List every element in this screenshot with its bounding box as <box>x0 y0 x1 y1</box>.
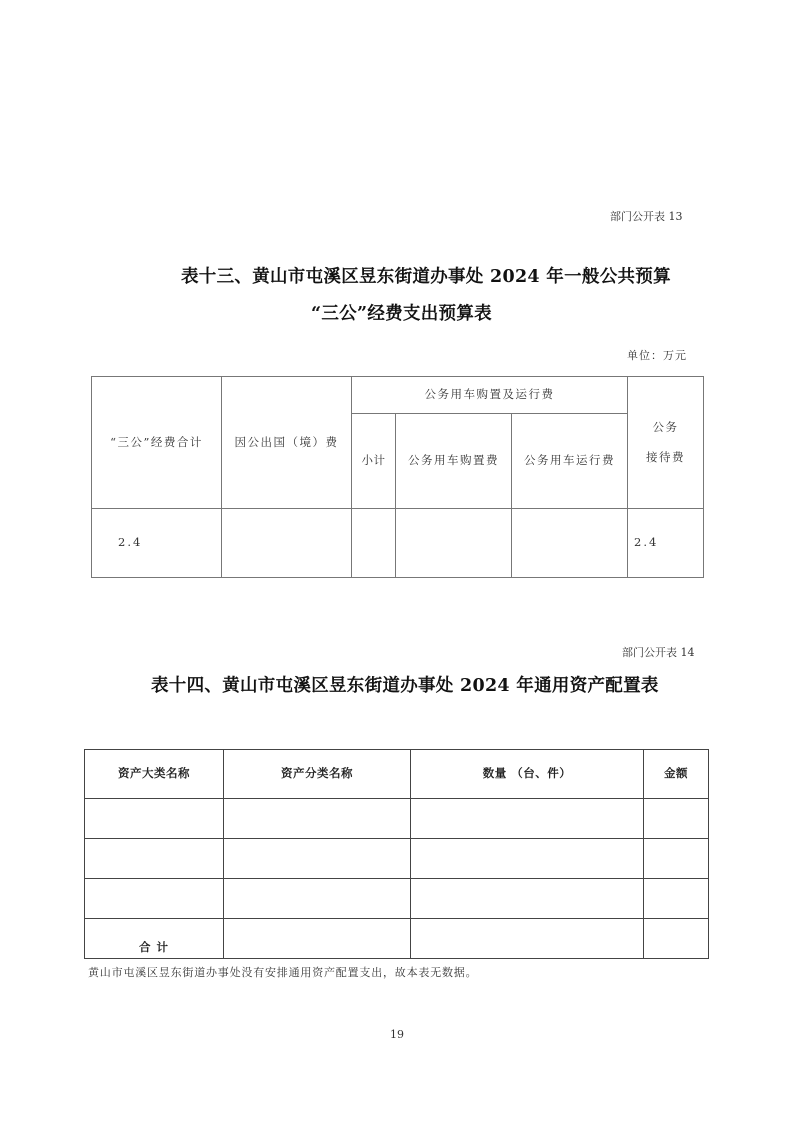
table13-title-line1: 表十三、黄山市屯溪区昱东街道办事处 2024 年一般公共预算 <box>181 267 671 287</box>
header-abroad-cost: 因公出国（境）费 <box>234 434 339 449</box>
cell-total-value: 2.4 <box>118 535 143 550</box>
cell-vehicle-purchase-value <box>396 509 511 577</box>
total-row-label: 合 计 <box>138 940 169 955</box>
table13-tag: 部门公开表 13 <box>610 210 683 223</box>
header-subtotal: 小计 <box>361 453 386 468</box>
header-asset-sub-class: 资产分类名称 <box>281 766 353 781</box>
table14-tag: 部门公开表 14 <box>622 646 695 659</box>
header-vehicle-group: 公务用车购置及运行费 <box>424 387 555 402</box>
cell-vehicle-operation-value <box>512 509 627 577</box>
header-reception <box>628 377 703 508</box>
table13-border-right <box>703 376 704 578</box>
header-reception-line2: 接待费 <box>646 449 685 464</box>
table13-title-line2: “三公”经费支出预算表 <box>311 304 492 324</box>
cell-subtotal-value <box>352 509 395 577</box>
header-three-public-total: “三公”经费合计 <box>110 434 203 449</box>
header-reception-line1: 公务 <box>652 419 679 434</box>
header-vehicle-operation: 公务用车运行费 <box>524 453 615 468</box>
table13-unit: 单位：万元 <box>627 349 687 362</box>
table14-note: 黄山市屯溪区昱东街道办事处没有安排通用资产配置支出，故本表无数据。 <box>88 966 478 979</box>
page-number: 19 <box>390 1028 404 1041</box>
header-asset-major-class: 资产大类名称 <box>118 766 190 781</box>
cell-abroad-value <box>222 509 351 577</box>
table14-title: 表十四、黄山市屯溪区昱东街道办事处 2024 年通用资产配置表 <box>151 676 659 696</box>
table13-border-bottom <box>91 577 704 578</box>
header-quantity: 数量 （台、件） <box>482 766 572 781</box>
header-vehicle-purchase: 公务用车购置费 <box>408 453 499 468</box>
header-amount: 金额 <box>664 766 688 781</box>
cell-reception-value: 2.4 <box>634 535 659 550</box>
